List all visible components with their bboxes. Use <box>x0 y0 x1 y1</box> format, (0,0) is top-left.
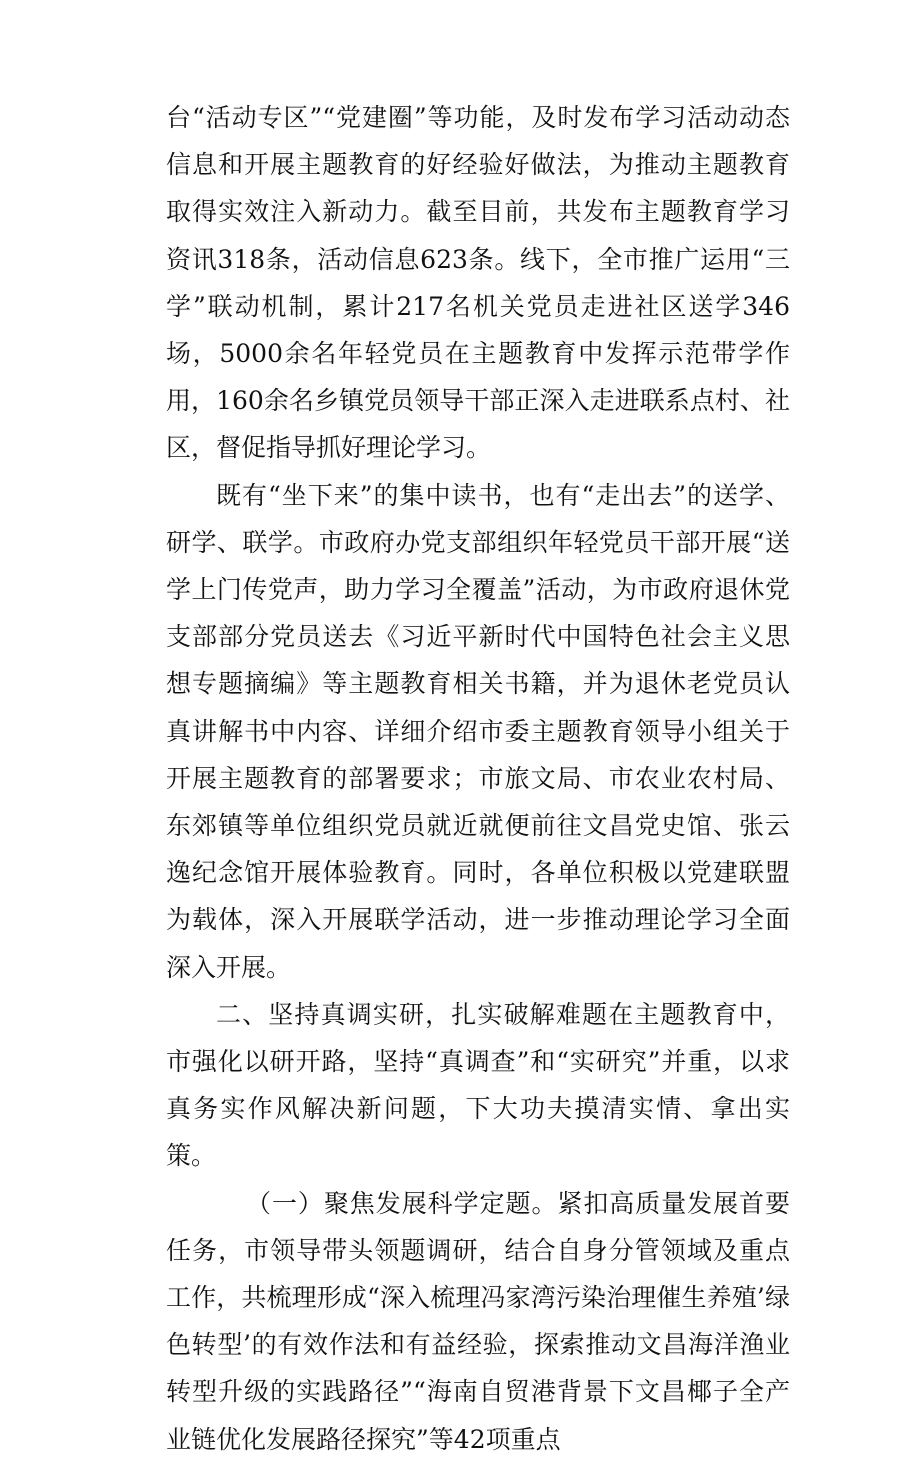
paragraph-study-activities: 既有“坐下来”的集中读书，也有“走出去”的送学、研学、联学。市政府办党支部组织年轻党员干部开展“送学上门传党声，助力学习全覆盖”活动，为市政府退休党支部部分党员送去《习近平新时代中国特色社会主义思想专题摘编》等主题教育相关书籍，并为退休老党员认真讲解书中内容、详细介绍市委主题教育领导小组关于开展主题教育的部署要求；市旅文局、市农业农村局、东郊镇等单位组织党员就近就便前往文昌党史馆、张云逸纪念馆开展体验教育。同时，各单位积极以党建联盟为载体，深入开展联学活动，进一步推动理论学习全面深入开展。 <box>166 480 790 982</box>
paragraph-continuation: 台“活动专区”“党建圈”等功能，及时发布学习活动动态信息和开展主题教育的好经验好做法，为推动主题教育取得实效注入新动力。截至目前，共发布主题教育学习资讯318条，活动信息623条。线下，全市推广运用“三学”联动机制，累计217名机关党员走进社区送学346场，5000余名年轻党员在主题教育中发挥示范带学作用，160余名乡镇党员领导干部正深入走进联系点村、社区，督促指导抓好理论学习。 <box>166 103 790 463</box>
body-text <box>166 94 790 1463</box>
section-heading-paragraph: 二、坚持真调实研，扎实破解难题在主题教育中，市强化以研开路，坚持“真调查”和“实研究”并重，以求真务实作风解决新问题，下大功夫摸清实情、拿出实策。 <box>166 999 790 1171</box>
subsection-paragraph: （一）聚焦发展科学定题。紧扣高质量发展首要任务，市领导带头领题调研，结合自身分管领域及重点工作，共梳理形成“深入梳理冯家湾污染治理催生养殖’绿色转型’的有效作法和有益经验，探索推动文昌海洋渔业转型升级的实践路径”“海南自贸港背景下文昌椰子全产业链优化发展路径探究”等42项重点 <box>166 1188 790 1454</box>
